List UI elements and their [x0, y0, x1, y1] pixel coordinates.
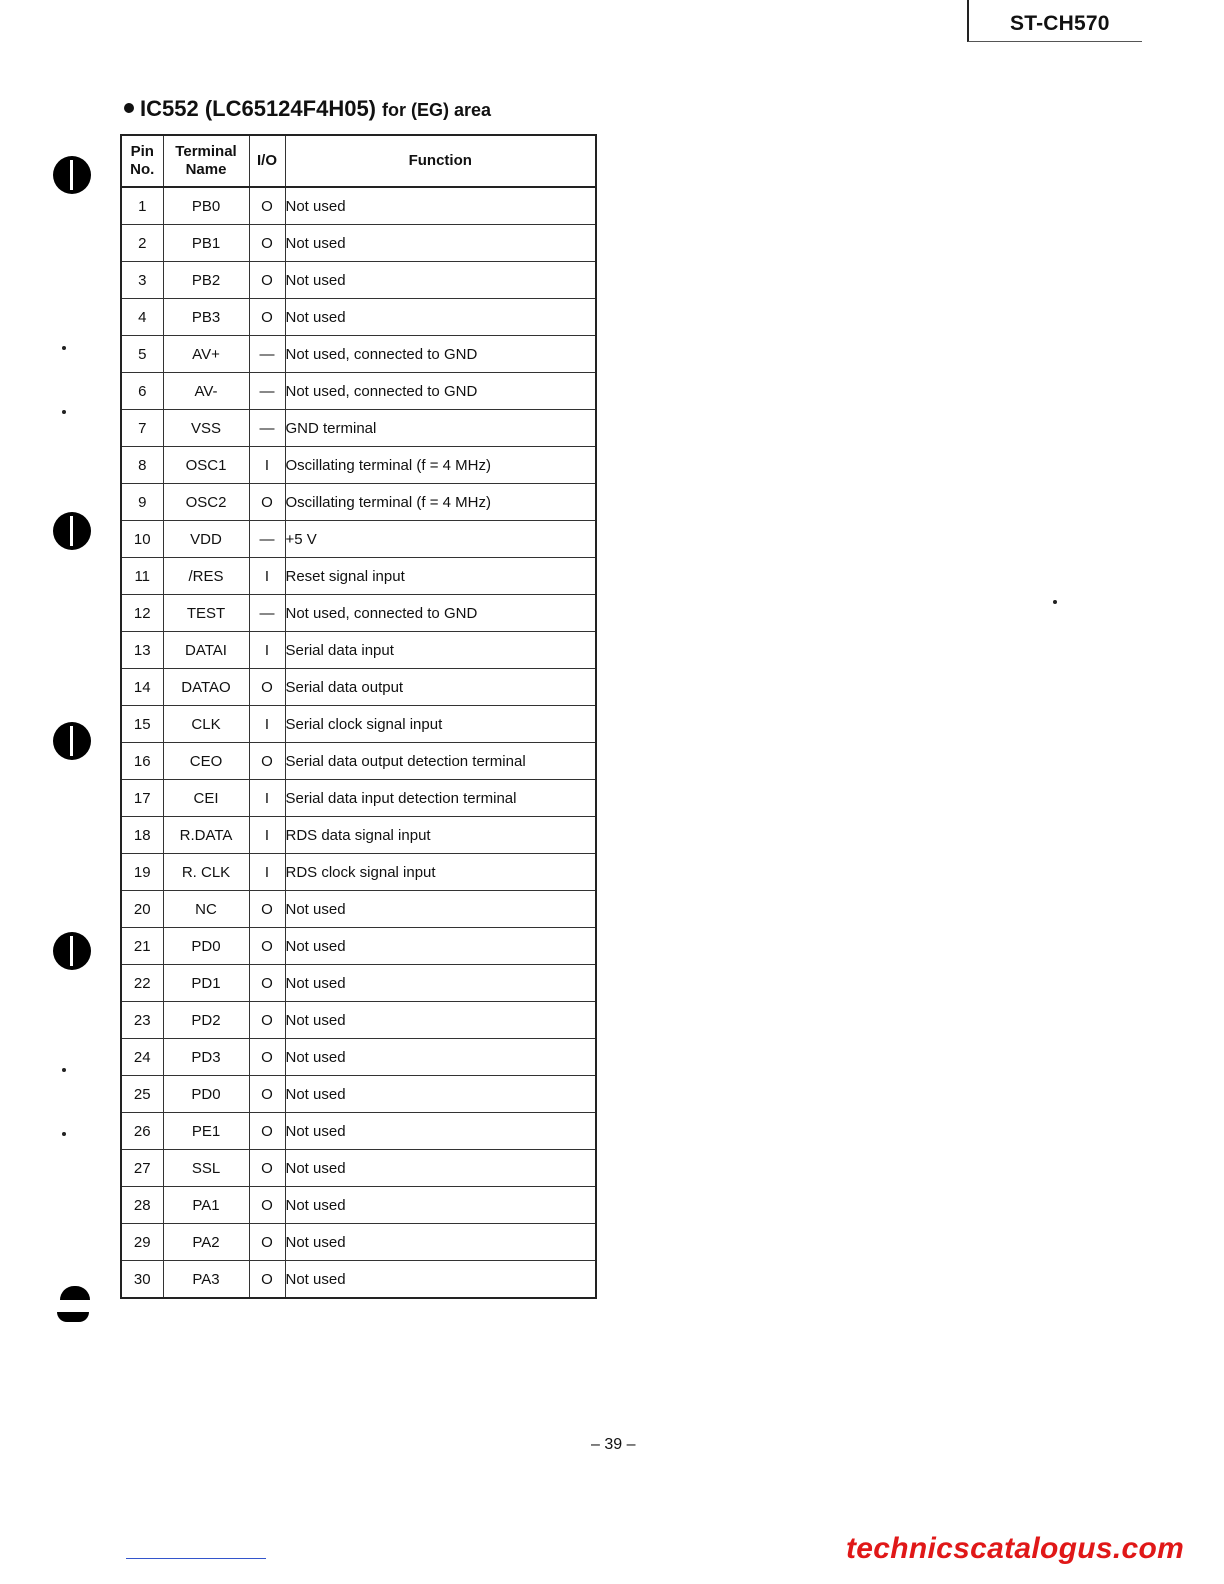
io-cell: O [249, 1224, 285, 1261]
pin-number-cell: 25 [121, 1076, 163, 1113]
io-cell: — [249, 410, 285, 447]
function-cell: Oscillating terminal (f = 4 MHz) [285, 447, 596, 484]
io-cell: O [249, 1150, 285, 1187]
pin-number-cell: 17 [121, 780, 163, 817]
function-cell: Serial data input [285, 632, 596, 669]
io-cell: O [249, 1261, 285, 1299]
table-row [121, 743, 596, 780]
pin-number-cell: 29 [121, 1224, 163, 1261]
terminal-name-cell: R.DATA [163, 817, 249, 854]
table-row [121, 595, 596, 632]
divider [126, 1558, 266, 1559]
function-cell: Not used [285, 1002, 596, 1039]
scan-dot [62, 1068, 66, 1072]
pin-number-cell: 10 [121, 521, 163, 558]
terminal-name-cell: DATAO [163, 669, 249, 706]
table-header-row [121, 135, 596, 187]
function-cell: Not used [285, 1150, 596, 1187]
binder-hole-icon [53, 156, 91, 194]
pin-number-cell: 4 [121, 299, 163, 336]
function-cell: +5 V [285, 521, 596, 558]
io-cell: I [249, 558, 285, 595]
io-cell: O [249, 965, 285, 1002]
io-cell: I [249, 854, 285, 891]
function-cell: Not used [285, 965, 596, 1002]
terminal-name-cell: PB3 [163, 299, 249, 336]
section-heading [124, 96, 491, 122]
io-cell: O [249, 299, 285, 336]
function-cell: Not used [285, 299, 596, 336]
table-row [121, 1150, 596, 1187]
function-cell: GND terminal [285, 410, 596, 447]
io-cell: I [249, 817, 285, 854]
terminal-name-cell: /RES [163, 558, 249, 595]
pin-number-cell: 3 [121, 262, 163, 299]
io-cell: O [249, 669, 285, 706]
terminal-name-cell: PB1 [163, 225, 249, 262]
pin-number-cell: 28 [121, 1187, 163, 1224]
terminal-name-cell: AV- [163, 373, 249, 410]
table-row [121, 484, 596, 521]
table-row [121, 373, 596, 410]
io-cell: — [249, 373, 285, 410]
io-cell: O [249, 187, 285, 225]
function-cell: Not used [285, 1187, 596, 1224]
function-cell: Not used [285, 187, 596, 225]
pin-number-cell: 20 [121, 891, 163, 928]
watermark: technicscatalogus.com [846, 1532, 1185, 1565]
binder-notch-icon [57, 1312, 89, 1322]
table-row [121, 780, 596, 817]
terminal-name-cell: DATAI [163, 632, 249, 669]
pin-number-cell: 2 [121, 225, 163, 262]
function-cell: Not used [285, 1113, 596, 1150]
table-row [121, 1039, 596, 1076]
pin-number-cell: 24 [121, 1039, 163, 1076]
pin-number-cell: 7 [121, 410, 163, 447]
table-row [121, 928, 596, 965]
terminal-name-cell: PE1 [163, 1113, 249, 1150]
terminal-name-cell: R. CLK [163, 854, 249, 891]
pin-number-cell: 18 [121, 817, 163, 854]
io-cell: — [249, 595, 285, 632]
function-cell: Oscillating terminal (f = 4 MHz) [285, 484, 596, 521]
pin-number-cell: 27 [121, 1150, 163, 1187]
function-cell: Not used [285, 1224, 596, 1261]
pin-number-cell: 8 [121, 447, 163, 484]
terminal-name-cell: NC [163, 891, 249, 928]
table-row [121, 336, 596, 373]
binder-hole-icon [53, 512, 91, 550]
io-cell: O [249, 1076, 285, 1113]
binder-notch-icon [60, 1286, 90, 1300]
function-cell: RDS clock signal input [285, 854, 596, 891]
table-row [121, 1113, 596, 1150]
pin-number-cell: 13 [121, 632, 163, 669]
function-cell: Serial clock signal input [285, 706, 596, 743]
terminal-name-cell: VDD [163, 521, 249, 558]
function-cell: Serial data output detection terminal [285, 743, 596, 780]
pin-number-cell: 1 [121, 187, 163, 225]
function-cell: Serial data input detection terminal [285, 780, 596, 817]
terminal-name-cell: CEO [163, 743, 249, 780]
pin-number-cell: 11 [121, 558, 163, 595]
table-row [121, 632, 596, 669]
scan-dot [62, 410, 66, 414]
pin-number-cell: 15 [121, 706, 163, 743]
io-cell: O [249, 1113, 285, 1150]
table-row [121, 299, 596, 336]
header-terminal-name: Terminal Name [163, 135, 249, 187]
model-number: ST-CH570 [1010, 12, 1110, 35]
header-pin-no: Pin No. [121, 135, 163, 187]
io-cell: — [249, 521, 285, 558]
header-io: I/O [249, 135, 285, 187]
terminal-name-cell: PD3 [163, 1039, 249, 1076]
header-function: Function [285, 135, 596, 187]
pin-number-cell: 26 [121, 1113, 163, 1150]
io-cell: O [249, 484, 285, 521]
table-row [121, 854, 596, 891]
pin-number-cell: 9 [121, 484, 163, 521]
pin-number-cell: 16 [121, 743, 163, 780]
pin-number-cell: 21 [121, 928, 163, 965]
io-cell: — [249, 336, 285, 373]
terminal-name-cell: OSC2 [163, 484, 249, 521]
terminal-name-cell: VSS [163, 410, 249, 447]
function-cell: RDS data signal input [285, 817, 596, 854]
terminal-name-cell: SSL [163, 1150, 249, 1187]
terminal-name-cell: PB2 [163, 262, 249, 299]
io-cell: O [249, 1002, 285, 1039]
scan-dot [62, 346, 66, 350]
pin-number-cell: 14 [121, 669, 163, 706]
binder-hole-icon [53, 722, 91, 760]
terminal-name-cell: CLK [163, 706, 249, 743]
table-row [121, 558, 596, 595]
terminal-name-cell: TEST [163, 595, 249, 632]
function-cell: Reset signal input [285, 558, 596, 595]
io-cell: I [249, 632, 285, 669]
io-cell: O [249, 1187, 285, 1224]
terminal-name-cell: PB0 [163, 187, 249, 225]
pin-number-cell: 23 [121, 1002, 163, 1039]
pin-number-cell: 5 [121, 336, 163, 373]
terminal-name-cell: CEI [163, 780, 249, 817]
io-cell: I [249, 780, 285, 817]
terminal-name-cell: PA2 [163, 1224, 249, 1261]
table-row [121, 669, 596, 706]
page-number: – 39 – [591, 1436, 636, 1453]
table-row [121, 965, 596, 1002]
function-cell: Not used, connected to GND [285, 336, 596, 373]
io-cell: O [249, 262, 285, 299]
io-cell: O [249, 225, 285, 262]
io-cell: O [249, 743, 285, 780]
terminal-name-cell: PA1 [163, 1187, 249, 1224]
table-row [121, 891, 596, 928]
terminal-name-cell: PD2 [163, 1002, 249, 1039]
io-cell: O [249, 891, 285, 928]
function-cell: Not used [285, 891, 596, 928]
terminal-name-cell: PD0 [163, 928, 249, 965]
terminal-name-cell: OSC1 [163, 447, 249, 484]
io-cell: I [249, 447, 285, 484]
pin-number-cell: 12 [121, 595, 163, 632]
function-cell: Not used [285, 262, 596, 299]
terminal-name-cell: PD0 [163, 1076, 249, 1113]
function-cell: Serial data output [285, 669, 596, 706]
io-cell: O [249, 928, 285, 965]
function-cell: Not used, connected to GND [285, 373, 596, 410]
pin-number-cell: 6 [121, 373, 163, 410]
section-subtitle: for (EG) area [382, 100, 492, 120]
table-row [121, 1261, 596, 1299]
table-row [121, 1002, 596, 1039]
pin-number-cell: 19 [121, 854, 163, 891]
table-row [121, 817, 596, 854]
scan-dot [62, 1132, 66, 1136]
pin-function-table [120, 134, 597, 1299]
table-row [121, 1224, 596, 1261]
function-cell: Not used, connected to GND [285, 595, 596, 632]
bullet-icon [124, 103, 134, 113]
table-row [121, 706, 596, 743]
section-title: IC552 (LC65124F4H05) [140, 96, 377, 121]
table-row [121, 187, 596, 225]
terminal-name-cell: PA3 [163, 1261, 249, 1299]
table-row [121, 262, 596, 299]
table-row [121, 447, 596, 484]
function-cell: Not used [285, 225, 596, 262]
function-cell: Not used [285, 928, 596, 965]
function-cell: Not used [285, 1039, 596, 1076]
function-cell: Not used [285, 1261, 596, 1299]
io-cell: O [249, 1039, 285, 1076]
scan-dot [1053, 600, 1057, 604]
binder-hole-icon [53, 932, 91, 970]
pin-number-cell: 30 [121, 1261, 163, 1299]
pin-number-cell: 22 [121, 965, 163, 1002]
table-row [121, 410, 596, 447]
table-row [121, 521, 596, 558]
terminal-name-cell: AV+ [163, 336, 249, 373]
terminal-name-cell: PD1 [163, 965, 249, 1002]
table-row [121, 1076, 596, 1113]
table-row [121, 1187, 596, 1224]
function-cell: Not used [285, 1076, 596, 1113]
table-row [121, 225, 596, 262]
io-cell: I [249, 706, 285, 743]
